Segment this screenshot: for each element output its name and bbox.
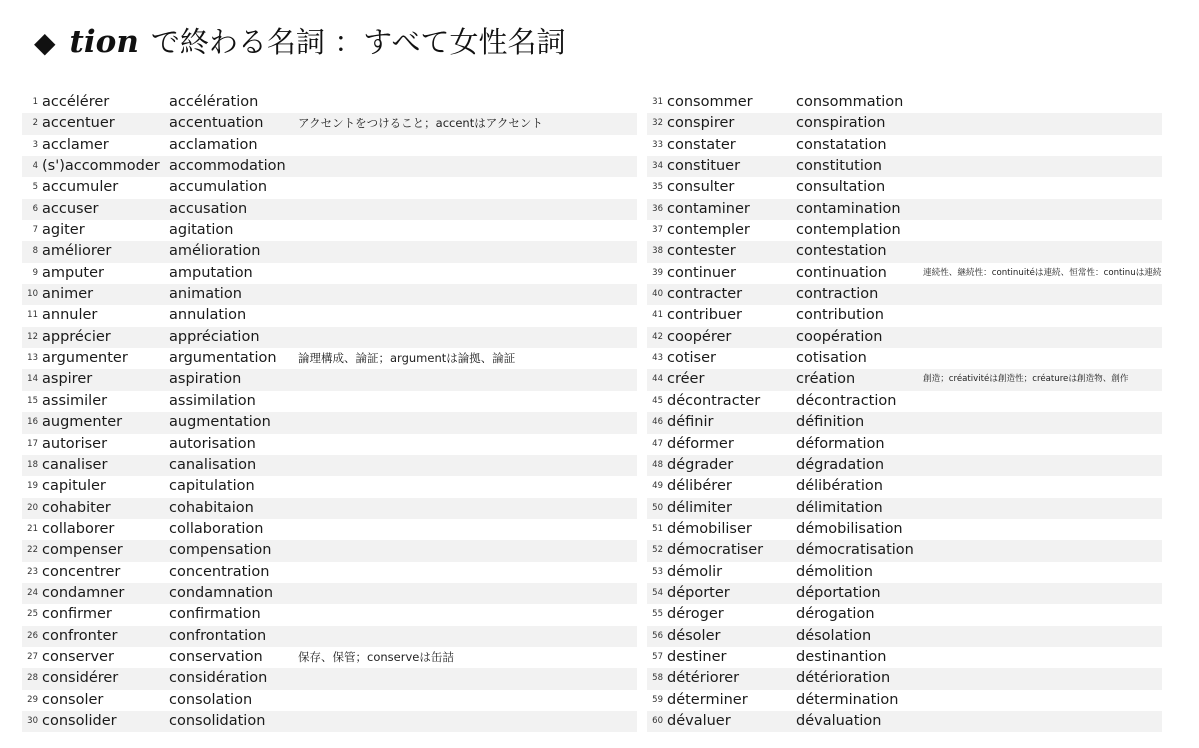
word-row <box>647 348 1162 369</box>
word-row <box>647 220 1162 241</box>
noun-text: collaboration <box>169 520 264 537</box>
word-row <box>22 263 637 284</box>
verb-text: désoler <box>667 627 721 644</box>
noun-text: contestation <box>796 243 887 260</box>
row-number: 23 <box>27 566 38 577</box>
row-number: 54 <box>652 587 663 598</box>
verb-text: aspirer <box>42 371 93 388</box>
word-row <box>647 92 1162 113</box>
row-number: 53 <box>652 566 663 577</box>
verb-text: constituer <box>667 158 741 175</box>
noun-text: coopération <box>796 328 883 345</box>
verb-text: augmenter <box>42 414 123 431</box>
verb-text: destiner <box>667 648 727 665</box>
diamond-bullet-icon: ◆ <box>34 26 56 59</box>
verb-text: autoriser <box>42 435 108 452</box>
row-number: 4 <box>32 161 38 172</box>
word-row <box>22 476 637 497</box>
row-number: 11 <box>27 310 38 321</box>
word-row <box>647 305 1162 326</box>
noun-text: délimitation <box>796 499 883 516</box>
row-number: 39 <box>652 267 663 278</box>
noun-text: contribution <box>796 307 884 324</box>
noun-text: compensation <box>169 542 272 559</box>
noun-text: assimilation <box>169 392 256 409</box>
row-number: 41 <box>652 310 663 321</box>
note-text: 保存、保管；conserveは缶詰 <box>298 649 454 664</box>
noun-text: délibération <box>796 478 883 495</box>
noun-text: démobilisation <box>796 520 903 537</box>
noun-text: animation <box>169 286 242 303</box>
word-row <box>647 498 1162 519</box>
verb-text: démocratiser <box>667 542 764 559</box>
noun-text: dérogation <box>796 606 875 623</box>
noun-text: contemplation <box>796 222 901 239</box>
row-number: 5 <box>32 182 38 193</box>
word-row <box>22 284 637 305</box>
verb-text: contester <box>667 243 736 260</box>
word-row <box>647 604 1162 625</box>
noun-text: aspiration <box>169 371 242 388</box>
row-number: 1 <box>32 97 38 107</box>
verb-text: considérer <box>42 670 119 687</box>
row-number: 42 <box>652 331 663 342</box>
noun-text: autorisation <box>169 435 256 452</box>
noun-text: conspiration <box>796 115 886 132</box>
row-number: 20 <box>27 502 38 513</box>
verb-text: conserver <box>42 648 114 665</box>
row-number: 24 <box>27 587 38 598</box>
noun-text: accommodation <box>169 158 286 175</box>
word-row <box>22 647 637 668</box>
word-row <box>22 540 637 561</box>
word-row <box>647 263 1162 284</box>
verb-text: concentrer <box>42 563 121 580</box>
noun-text: augmentation <box>169 414 271 431</box>
noun-text: accumulation <box>169 179 268 196</box>
noun-text: constitution <box>796 158 882 175</box>
verb-text: définir <box>667 414 714 431</box>
row-number: 9 <box>32 267 38 278</box>
noun-text: amputation <box>169 264 253 281</box>
row-number: 57 <box>652 651 663 662</box>
noun-text: consolidation <box>169 712 266 729</box>
row-number: 17 <box>27 438 38 449</box>
verb-text: contracter <box>667 286 743 303</box>
row-number: 44 <box>652 374 663 385</box>
noun-text: consolation <box>169 691 253 708</box>
title-text: で終わる名詞 ：すべて女性名詞 <box>150 25 566 59</box>
noun-text: condamnation <box>169 584 274 601</box>
verb-text: argumenter <box>42 350 128 367</box>
verb-text: assimiler <box>42 392 108 409</box>
word-row <box>647 647 1162 668</box>
noun-text: contraction <box>796 286 879 303</box>
verb-text: confronter <box>42 627 118 644</box>
row-number: 56 <box>652 630 663 641</box>
verb-text: consulter <box>667 179 735 196</box>
word-row <box>22 199 637 220</box>
word-row <box>22 434 637 455</box>
verb-text: améliorer <box>42 243 112 260</box>
word-row <box>647 135 1162 156</box>
row-number: 14 <box>27 374 38 385</box>
verb-text: déporter <box>667 584 730 601</box>
verb-text: démobiliser <box>667 520 752 537</box>
word-row <box>22 626 637 647</box>
word-row <box>22 668 637 689</box>
row-number: 45 <box>652 395 663 406</box>
word-row <box>22 241 637 262</box>
verb-text: démolir <box>667 563 723 580</box>
row-number: 59 <box>652 694 663 705</box>
noun-text: accélération <box>169 94 259 110</box>
noun-text: démocratisation <box>796 542 914 559</box>
noun-text: dégradation <box>796 456 885 473</box>
word-row <box>647 476 1162 497</box>
word-row <box>647 412 1162 433</box>
verb-text: condamner <box>42 584 125 601</box>
row-number: 8 <box>32 246 38 257</box>
word-row <box>647 199 1162 220</box>
word-row <box>647 241 1162 262</box>
note-text: 論理構成、論証；argumentは論拠、論証 <box>298 351 516 366</box>
row-number: 22 <box>27 545 38 556</box>
verb-text: conspirer <box>667 115 735 132</box>
verb-text: consoler <box>42 691 104 708</box>
row-number: 7 <box>32 225 38 236</box>
verb-text: accumuler <box>42 179 119 196</box>
word-row <box>647 562 1162 583</box>
verb-text: accentuer <box>42 115 115 132</box>
word-row <box>22 113 637 134</box>
verb-text: constater <box>667 136 736 153</box>
word-row <box>647 156 1162 177</box>
noun-text: amélioration <box>169 243 261 260</box>
word-row <box>647 455 1162 476</box>
noun-text: annulation <box>169 307 247 324</box>
row-number: 37 <box>652 225 663 236</box>
row-number: 2 <box>32 118 38 129</box>
row-number: 16 <box>27 417 38 428</box>
word-row <box>22 562 637 583</box>
row-number: 55 <box>652 609 663 620</box>
row-number: 12 <box>27 331 38 342</box>
noun-text: dévaluation <box>796 712 882 729</box>
verb-text: consolider <box>42 712 117 729</box>
word-row <box>22 604 637 625</box>
row-number: 38 <box>652 246 663 257</box>
verb-text: accélérer <box>42 94 110 110</box>
verb-text: (s')accommoder <box>42 158 160 175</box>
word-row <box>22 220 637 241</box>
verb-text: confirmer <box>42 606 112 623</box>
verb-text: délimiter <box>667 499 732 516</box>
word-row <box>22 455 637 476</box>
word-row <box>22 156 637 177</box>
row-number: 19 <box>27 481 38 492</box>
word-row <box>647 690 1162 711</box>
note-text: アクセントをつけること；accentはアクセント <box>298 116 543 131</box>
verb-text: agiter <box>42 222 85 239</box>
word-list-right <box>647 92 1162 732</box>
word-row <box>647 391 1162 412</box>
word-row <box>22 583 637 604</box>
page-title <box>34 20 566 61</box>
word-row <box>22 327 637 348</box>
note-text: 創造；créativitéは創造性；créatureは創造物、創作 <box>923 374 1129 385</box>
verb-text: consommer <box>667 94 753 110</box>
verb-text: déformer <box>667 435 734 452</box>
noun-text: accusation <box>169 200 248 217</box>
noun-text: appréciation <box>169 328 260 345</box>
verb-text: cohabiter <box>42 499 111 516</box>
word-row <box>647 668 1162 689</box>
word-row <box>22 519 637 540</box>
noun-text: destinantion <box>796 648 887 665</box>
verb-text: coopérer <box>667 328 732 345</box>
note-text: 連続性、継続性：continuitéは連続、恒常性：continuは連続 <box>923 267 1162 278</box>
word-row <box>647 369 1162 390</box>
noun-text: déformation <box>796 435 885 452</box>
noun-text: confirmation <box>169 606 261 623</box>
noun-text: argumentation <box>169 350 277 367</box>
word-row <box>22 690 637 711</box>
row-number: 32 <box>652 118 663 129</box>
verb-text: créer <box>667 371 705 388</box>
row-number: 43 <box>652 353 663 364</box>
noun-text: conservation <box>169 648 263 665</box>
noun-text: acclamation <box>169 136 258 153</box>
word-row <box>647 626 1162 647</box>
word-row <box>22 391 637 412</box>
verb-text: contaminer <box>667 200 750 217</box>
row-number: 48 <box>652 459 663 470</box>
verb-text: animer <box>42 286 94 303</box>
word-row <box>22 711 637 732</box>
word-row <box>647 711 1162 732</box>
row-number: 30 <box>27 715 38 726</box>
row-number: 40 <box>652 289 663 300</box>
row-number: 26 <box>27 630 38 641</box>
verb-text: annuler <box>42 307 98 324</box>
verb-text: continuer <box>667 264 737 281</box>
noun-text: cotisation <box>796 350 867 367</box>
word-row <box>647 583 1162 604</box>
verb-text: cotiser <box>667 350 716 367</box>
noun-text: consultation <box>796 179 886 196</box>
row-number: 47 <box>652 438 663 449</box>
word-row <box>647 327 1162 348</box>
verb-text: détériorer <box>667 670 740 687</box>
word-row <box>647 113 1162 134</box>
word-row <box>647 177 1162 198</box>
word-row <box>647 540 1162 561</box>
row-number: 28 <box>27 673 38 684</box>
verb-text: capituler <box>42 478 106 495</box>
verb-text: décontracter <box>667 392 761 409</box>
row-number: 15 <box>27 395 38 406</box>
row-number: 3 <box>32 139 38 150</box>
word-row <box>22 498 637 519</box>
noun-text: détérioration <box>796 670 891 687</box>
verb-text: déroger <box>667 606 724 623</box>
row-number: 51 <box>652 523 663 534</box>
verb-text: dévaluer <box>667 712 731 729</box>
row-number: 10 <box>27 289 38 300</box>
verb-text: déterminer <box>667 691 748 708</box>
word-row <box>22 135 637 156</box>
row-number: 34 <box>652 161 663 172</box>
word-row <box>22 305 637 326</box>
row-number: 60 <box>652 715 663 726</box>
row-number: 50 <box>652 502 663 513</box>
noun-text: définition <box>796 414 865 431</box>
word-row <box>647 519 1162 540</box>
noun-text: détermination <box>796 691 899 708</box>
noun-text: décontraction <box>796 392 897 409</box>
word-row <box>22 412 637 433</box>
verb-text: dégrader <box>667 456 734 473</box>
word-row <box>647 284 1162 305</box>
row-number: 49 <box>652 481 663 492</box>
word-row <box>22 177 637 198</box>
row-number: 46 <box>652 417 663 428</box>
noun-text: confrontation <box>169 627 267 644</box>
noun-text: considération <box>169 670 268 687</box>
verb-text: amputer <box>42 264 104 281</box>
noun-text: continuation <box>796 264 887 281</box>
noun-text: consommation <box>796 94 904 110</box>
row-number: 29 <box>27 694 38 705</box>
title-suffix: tion <box>69 24 139 60</box>
verb-text: contempler <box>667 222 750 239</box>
word-row <box>647 434 1162 455</box>
noun-text: capitulation <box>169 478 255 495</box>
noun-text: désolation <box>796 627 872 644</box>
noun-text: démolition <box>796 563 873 580</box>
verb-text: compenser <box>42 542 123 559</box>
word-list-left <box>22 92 637 732</box>
row-number: 27 <box>27 651 38 662</box>
verb-text: accuser <box>42 200 99 217</box>
word-row <box>22 369 637 390</box>
word-row <box>22 92 637 113</box>
row-number: 52 <box>652 545 663 556</box>
noun-text: accentuation <box>169 115 264 132</box>
noun-text: canalisation <box>169 456 257 473</box>
verb-text: collaborer <box>42 520 115 537</box>
noun-text: contamination <box>796 200 901 217</box>
noun-text: constatation <box>796 136 887 153</box>
word-row <box>22 348 637 369</box>
verb-text: acclamer <box>42 136 109 153</box>
noun-text: création <box>796 371 856 388</box>
row-number: 25 <box>27 609 38 620</box>
row-number: 31 <box>652 97 663 107</box>
verb-text: apprécier <box>42 328 111 345</box>
row-number: 33 <box>652 139 663 150</box>
row-number: 21 <box>27 523 38 534</box>
row-number: 35 <box>652 182 663 193</box>
row-number: 58 <box>652 673 663 684</box>
verb-text: délibérer <box>667 478 732 495</box>
row-number: 6 <box>32 203 38 214</box>
noun-text: agitation <box>169 222 234 239</box>
verb-text: contribuer <box>667 307 742 324</box>
row-number: 36 <box>652 203 663 214</box>
row-number: 18 <box>27 459 38 470</box>
noun-text: concentration <box>169 563 270 580</box>
noun-text: cohabitaion <box>169 499 254 516</box>
noun-text: déportation <box>796 584 881 601</box>
verb-text: canaliser <box>42 456 108 473</box>
row-number: 13 <box>27 353 38 364</box>
